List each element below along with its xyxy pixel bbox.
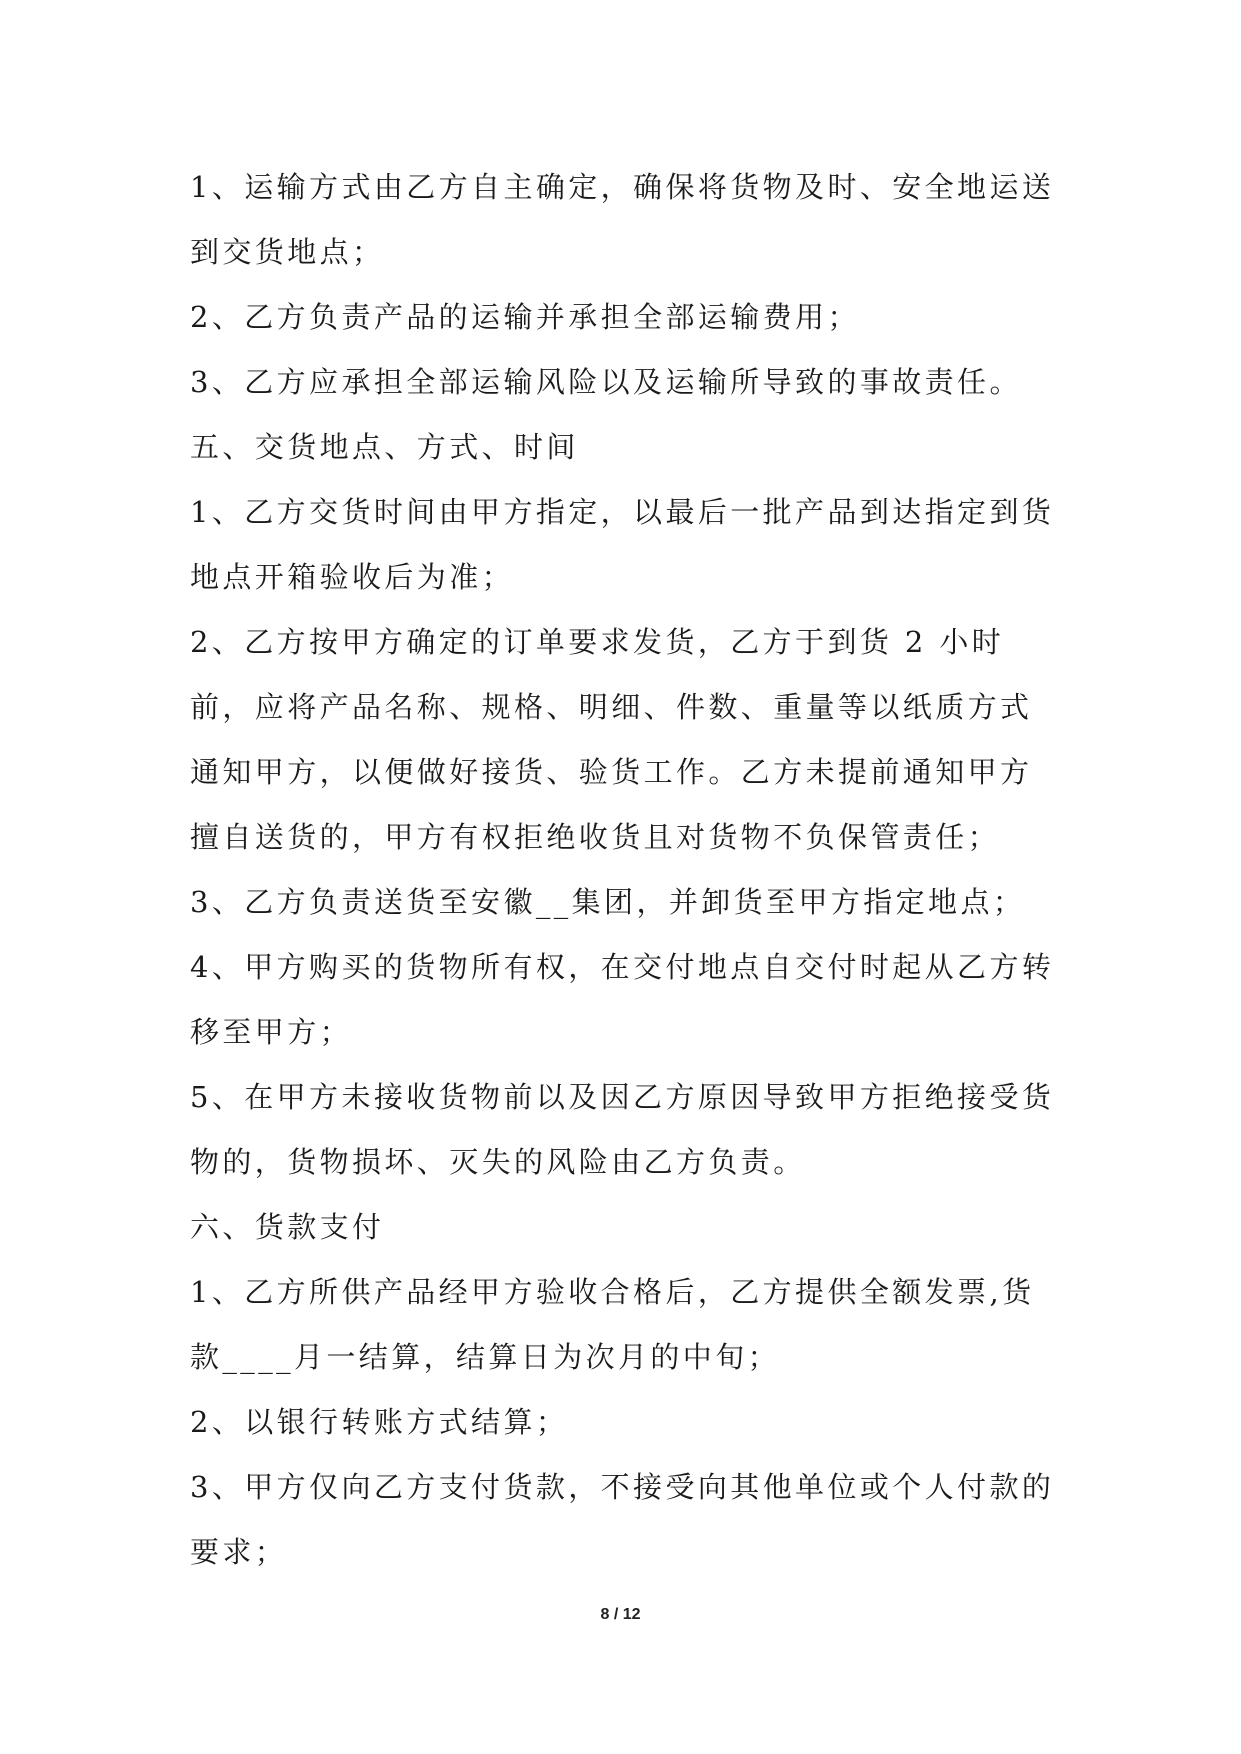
paragraph-risk-of-loss: 5、在甲方未接收货物前以及因乙方原因导致甲方拒绝接受货物的，货物损坏、灭失的风险由乙方负责。 [190, 1080, 1055, 1179]
paragraph-transport-risk: 3、乙方应承担全部运输风险以及运输所导致的事故责任。 [190, 365, 1022, 399]
paragraph-payment-settlement: 1、乙方所供产品经甲方验收合格后，乙方提供全额发票,货款____月一结算，结算日为次月的中旬； [190, 1275, 1035, 1374]
section-heading-payment: 六、货款支付 [190, 1210, 385, 1244]
paragraph-transport-cost: 2、乙方负责产品的运输并承担全部运输费用； [190, 300, 860, 334]
page-number: 8 / 12 [600, 1606, 641, 1623]
paragraph-payment-method: 2、以银行转账方式结算； [190, 1405, 569, 1439]
paragraph-delivery-notice: 2、乙方按甲方确定的订单要求发货，乙方于到货 2 小时前，应将产品名称、规格、明细、件数、重量等以纸质方式通知甲方，以便做好接货、验货工作。乙方未提前通知甲方擅自送货的，甲方有权拒绝收货且对货物不负保管责任； [190, 625, 1033, 854]
paragraph-ownership-transfer: 4、甲方购买的货物所有权，在交付地点自交付时起从乙方转移至甲方； [190, 950, 1055, 1049]
paragraph-delivery-time: 1、乙方交货时间由甲方指定，以最后一批产品到达指定到货地点开箱验收后为准； [190, 495, 1055, 594]
paragraph-transport-method: 1、运输方式由乙方自主确定，确保将货物及时、安全地运送到交货地点； [190, 170, 1055, 269]
paragraph-payment-recipient: 3、甲方仅向乙方支付货款，不接受向其他单位或个人付款的要求； [190, 1470, 1055, 1569]
section-heading-delivery: 五、交货地点、方式、时间 [190, 430, 579, 464]
document-body [190, 155, 1060, 1585]
paragraph-delivery-location: 3、乙方负责送货至安徽__集团，并卸货至甲方指定地点； [190, 885, 1026, 919]
